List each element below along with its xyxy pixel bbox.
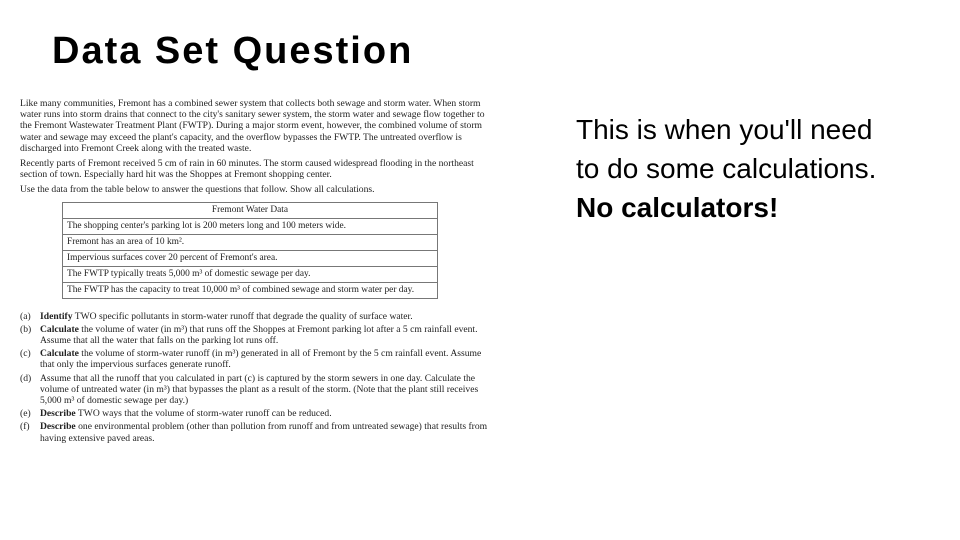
question-item [20,324,490,346]
question-text: TWO specific pollutants in storm-water runoff that degrade the quality of surface water. [72,310,413,322]
table-row: The shopping center's parking lot is 200 meters long and 100 meters wide. [63,218,438,234]
question-verb: Calculate [40,348,79,360]
instructions-paragraph: Use the data from the table below to answer the questions that follow. Show all calculations. [20,184,375,196]
question-label: (e) [20,408,31,420]
question-list [20,311,490,444]
question-item [20,373,490,407]
side-note-text: This is when you'll need to do some calculations. [576,114,877,184]
question-label: (c) [20,348,31,360]
question-item [20,348,490,370]
fremont-water-data-table [62,202,438,299]
side-note [576,110,896,227]
question-label: (d) [20,372,32,384]
question-label: (f) [20,421,30,433]
storm-paragraph: Recently parts of Fremont received 5 cm of rain in 60 minutes. The storm caused widespread flooding in the northeast section of town. Especially hard hit was the Shoppes at Fremont shopping center. [20,158,474,181]
scanned-question-document [20,98,490,446]
question-verb: Describe [40,421,76,433]
question-text: Assume that all the runoff that you calculated in part (c) is captured by the storm sewers in one day. Calculate the volume of untreated water (in m³) that bypasses the plant as a result of the storm. (Note that the plant still receives 5,000 m³ of domestic sewage per day.) [40,372,479,407]
question-text: the volume of water (in m³) that runs off the Shoppes at Fremont parking lot after a 5 cm rainfall event. Assume that all the water that falls on the parking lot runs off. [40,323,478,347]
table-row: The FWTP typically treats 5,000 m³ of domestic sewage per day. [63,266,438,282]
table-row: Fremont has an area of 10 km². [63,234,438,250]
question-item [20,311,490,322]
table-row: The FWTP has the capacity to treat 10,000 m³ of combined sewage and storm water per day. [63,282,438,298]
question-item [20,408,490,419]
table-row: Impervious surfaces cover 20 percent of Fremont's area. [63,250,438,266]
question-label: (b) [20,323,32,335]
question-verb: Calculate [40,323,79,335]
slide-title: Data Set Question [52,30,414,72]
question-text: TWO ways that the volume of storm-water runoff can be reduced. [75,408,332,420]
question-text: one environmental problem (other than pollution from runoff and from untreated sewage) that results from having extensive paved areas. [40,421,488,444]
table-header: Fremont Water Data [63,202,438,218]
side-note-emphasis: No calculators! [576,192,779,223]
question-text: the volume of storm-water runoff (in m³) generated in all of Fremont by the 5 cm rainfall event. Assume that only the impervious surfaces generate runoff. [40,348,482,371]
question-verb: Describe [40,408,76,420]
question-label: (a) [20,310,31,322]
question-verb: Identify [40,310,73,322]
question-item [20,421,490,443]
intro-paragraph: Like many communities, Fremont has a combined sewer system that collects both sewage and storm water. When storm water runs into storm drains that connect to the city's sanitary sewer system, the storm water and sewage flow together to the Fremont Wastewater Treatment Plant (FWTP). During a major storm event, however, the combined volume of storm water and sewage may exceed the plant's capacity, and the overflow bypasses the FWTP. The untreated overflow is discharged into Fremont Creek along with the treated waste. [20,98,485,154]
